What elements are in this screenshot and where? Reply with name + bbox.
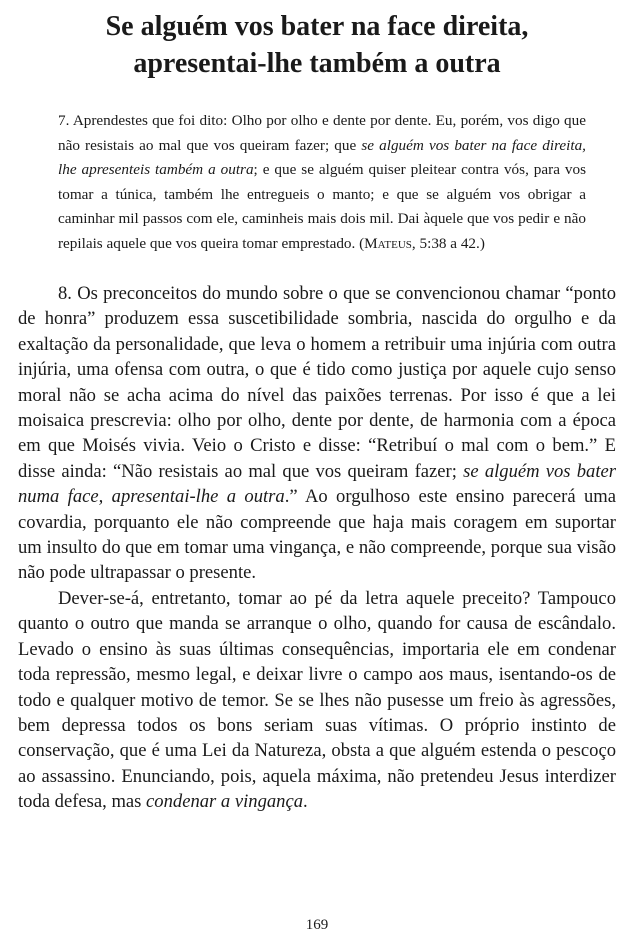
paragraph-9-text-2: . (303, 791, 308, 813)
paragraph-8-italic: se alguém vos bater numa face, apresentai-lhe a outra (18, 460, 616, 508)
quote-text-2: ; e que se alguém quiser pleitear contra vós, para vos tomar a túnica, também lhe entregueis o manto; e que se alguém vos obrigar a caminhar mil passos com ele, caminheis mais dois mil. Dai àquele que vos pedir e não repilais aquele que vos queira tomar emprestado. ( (58, 161, 586, 252)
paragraph-9-text-1: Dever-se-á, entretanto, tomar ao pé da letra aquele preceito? Tampouco quanto o outro que manda se arranque o olho, quando for causa de escândalo. Levado o ensino às suas últimas consequências, importaria ele em condenar toda repressão, mesmo legal, e deixar livre o campo aos maus, isentando-os de todo e qualquer motivo de temor. Se se lhes não pusesse um freio às agressões, bem depressa todos os bons seriam suas vítimas. O próprio instinto de conservação, que é uma Lei da Natureza, obsta a que alguém estenda o pescoço ao assassino. Enunciando, pois, aquela máxima, não pretendeu Jesus interdizer toda defesa, mas (18, 587, 616, 813)
title-line-2: apresentai-lhe também a outra (133, 48, 501, 79)
page-title (40, 8, 594, 82)
paragraph-8-text-1: 8. Os preconceitos do mundo sobre o que se convencionou chamar “ponto de honra” produzem essa suscetibilidade sombria, nascida do orgulho e da exaltação da personalidade, que leva o homem a retribuir uma injúria com outra injúria, uma ofensa com outra, o que é tido como justiça por aquele cujo senso moral não se acha acima do nível das paixões terrenas. Por isso é que a lei moisaica prescrevia: olho por olho, dente por dente, de harmonia com a época em que Moisés vivia. Veio o Cristo e disse: “Retribuí o mal com o bem.” E disse ainda: “Não resistais ao mal que vos queiram fazer; (18, 283, 616, 482)
paragraph-9-italic: condenar a vingança (146, 791, 304, 813)
quote-text-1: 7. Aprendestes que foi dito: Olho por olho e dente por dente. Eu, porém, vos digo que não resistais ao mal que vos queiram fazer; que (58, 112, 586, 154)
paragraph-8 (18, 281, 616, 586)
quote-reference-verse: , 5:38 a 42.) (411, 234, 485, 252)
quote-italic: se alguém vos bater na face direita, lhe apresenteis também a outra (58, 136, 586, 179)
quote-reference-book: Mateus (364, 234, 412, 252)
paragraph-8-text-2: .” Ao orgulhoso este ensino parecerá uma covardia, porquanto ele não compreende que haja mais coragem em suportar um insulto do que em tomar uma vingança, e não compreende, porque sua visão não pode ultrapassar o presente. (18, 486, 616, 584)
page-number: 169 (305, 917, 329, 933)
body-text (18, 281, 616, 815)
paragraph-9 (18, 586, 616, 815)
title-line-1: Se alguém vos bater na face direita, (105, 11, 529, 42)
scripture-quote (58, 109, 586, 257)
